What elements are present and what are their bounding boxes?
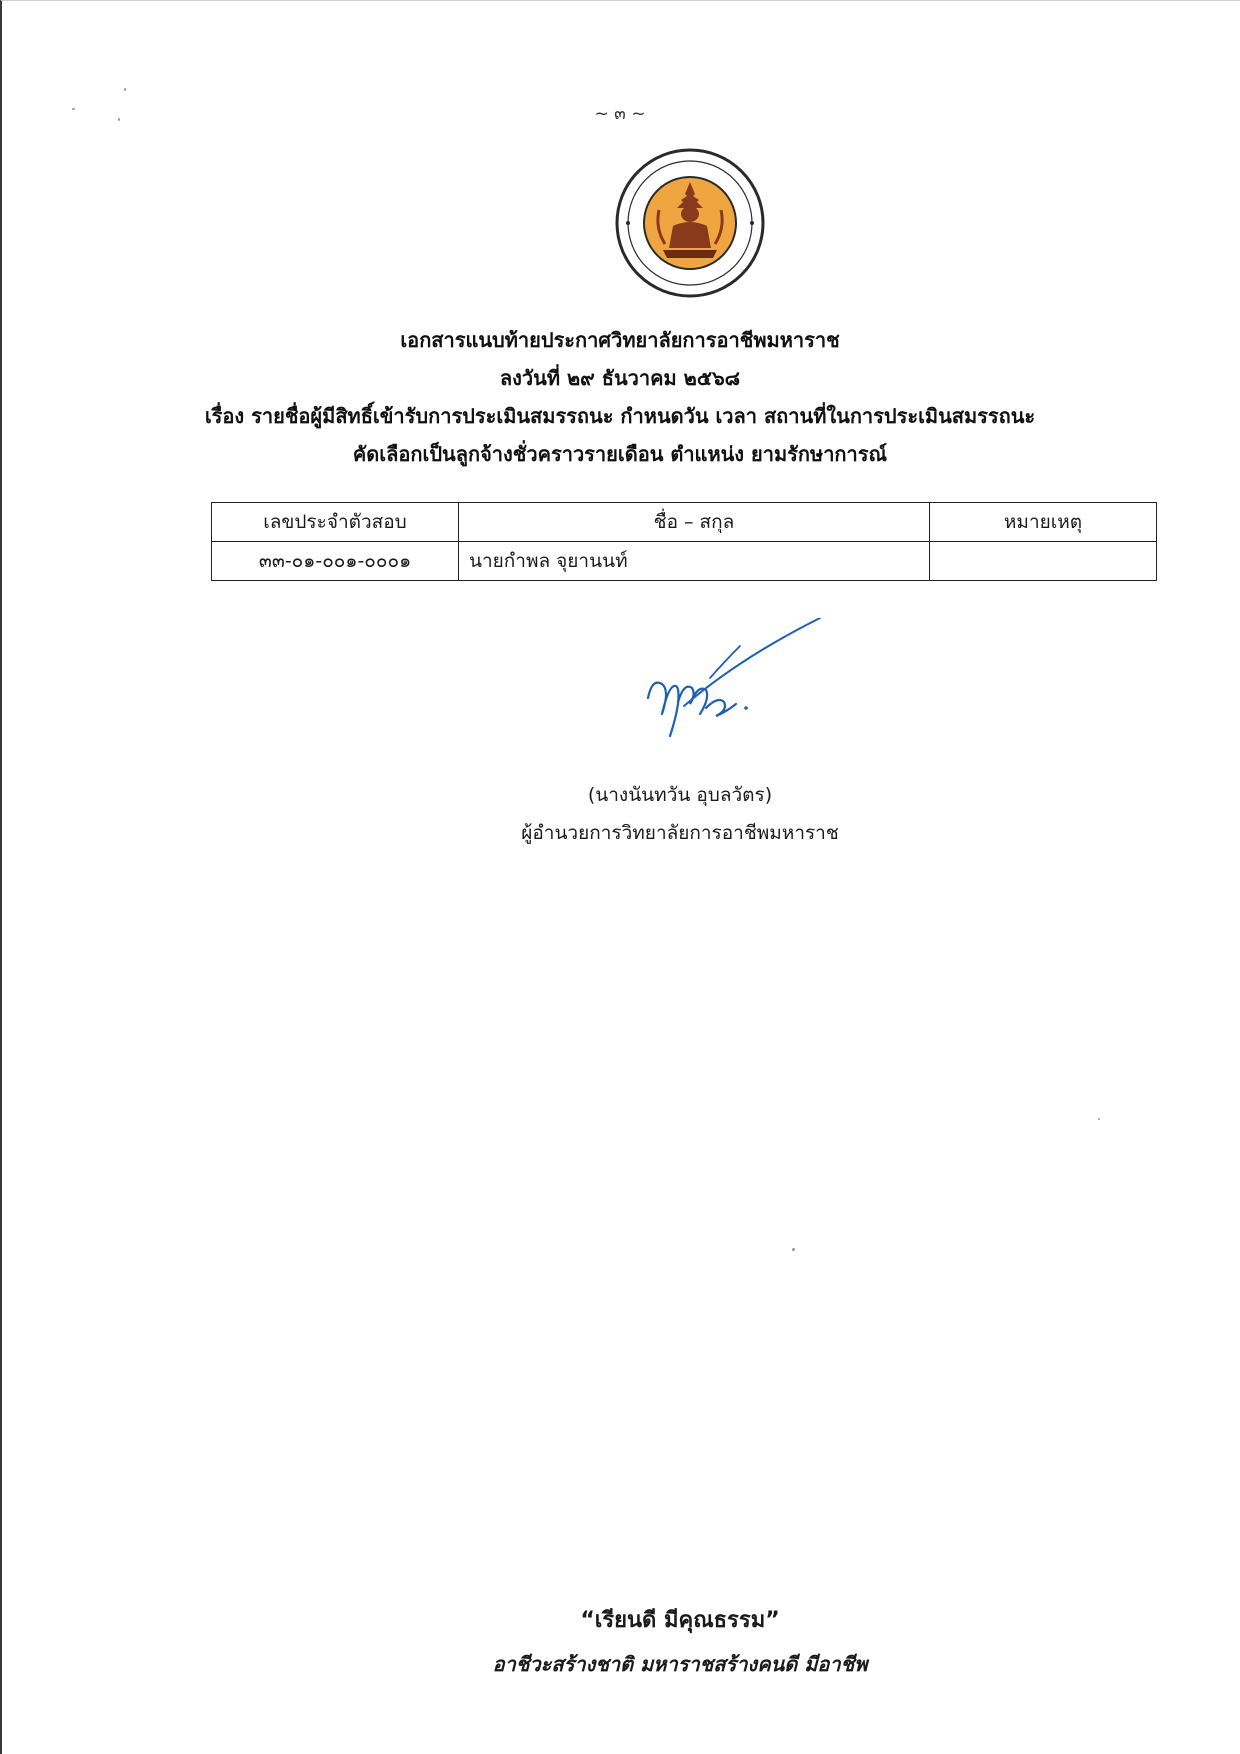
page-number: ~ ๓ ~ [594, 104, 646, 124]
cell-name: นายกำพล จุยานนท์ [459, 542, 930, 581]
scan-speck [124, 88, 126, 91]
college-seal-logo [615, 148, 765, 298]
header-exam-id: เลขประจำตัวสอบ [212, 503, 459, 542]
footer-slogan: อาชีวะสร้างชาติ มหาราชสร้างคนดี มีอาชีพ [492, 1652, 868, 1676]
candidate-table [211, 502, 1157, 581]
table-header-row [212, 503, 1157, 542]
footer-motto: “เรียนดี มีคุณธรรม” [580, 1608, 780, 1633]
signer-name: (นางนันทวัน อุบลวัตร) [587, 784, 773, 806]
table-row [212, 542, 1157, 581]
heading-line-1: เอกสารแนบท้ายประกาศวิทยาลัยการอาชีพมหาราช [400, 328, 840, 352]
cell-note [930, 542, 1157, 581]
heading-subject-line: เรื่อง รายชื่อผู้มีสิทธิ์เข้ารับการประเมินสมรรถนะ กำหนดวัน เวลา สถานที่ในการประเมินสมรรถนะ [204, 404, 1036, 428]
header-note: หมายเหตุ [930, 503, 1157, 542]
scan-speck [792, 1248, 795, 1251]
heading-position-line: คัดเลือกเป็นลูกจ้างชั่วคราวรายเดือน ตำแหน่ง ยามรักษาการณ์ [352, 442, 888, 466]
signer-position: ผู้อำนวยการวิทยาลัยการอาชีพมหาราช [521, 822, 839, 844]
handwritten-signature [640, 618, 840, 768]
heading-date-line: ลงวันที่ ๒๙ ธันวาคม ๒๕๖๘ [499, 366, 741, 390]
scan-speck [1098, 1118, 1100, 1120]
cell-exam-id: ๓๓-๐๑-๐๐๑-๐๐๐๑ [212, 542, 459, 581]
header-name: ชื่อ – สกุล [459, 503, 930, 542]
